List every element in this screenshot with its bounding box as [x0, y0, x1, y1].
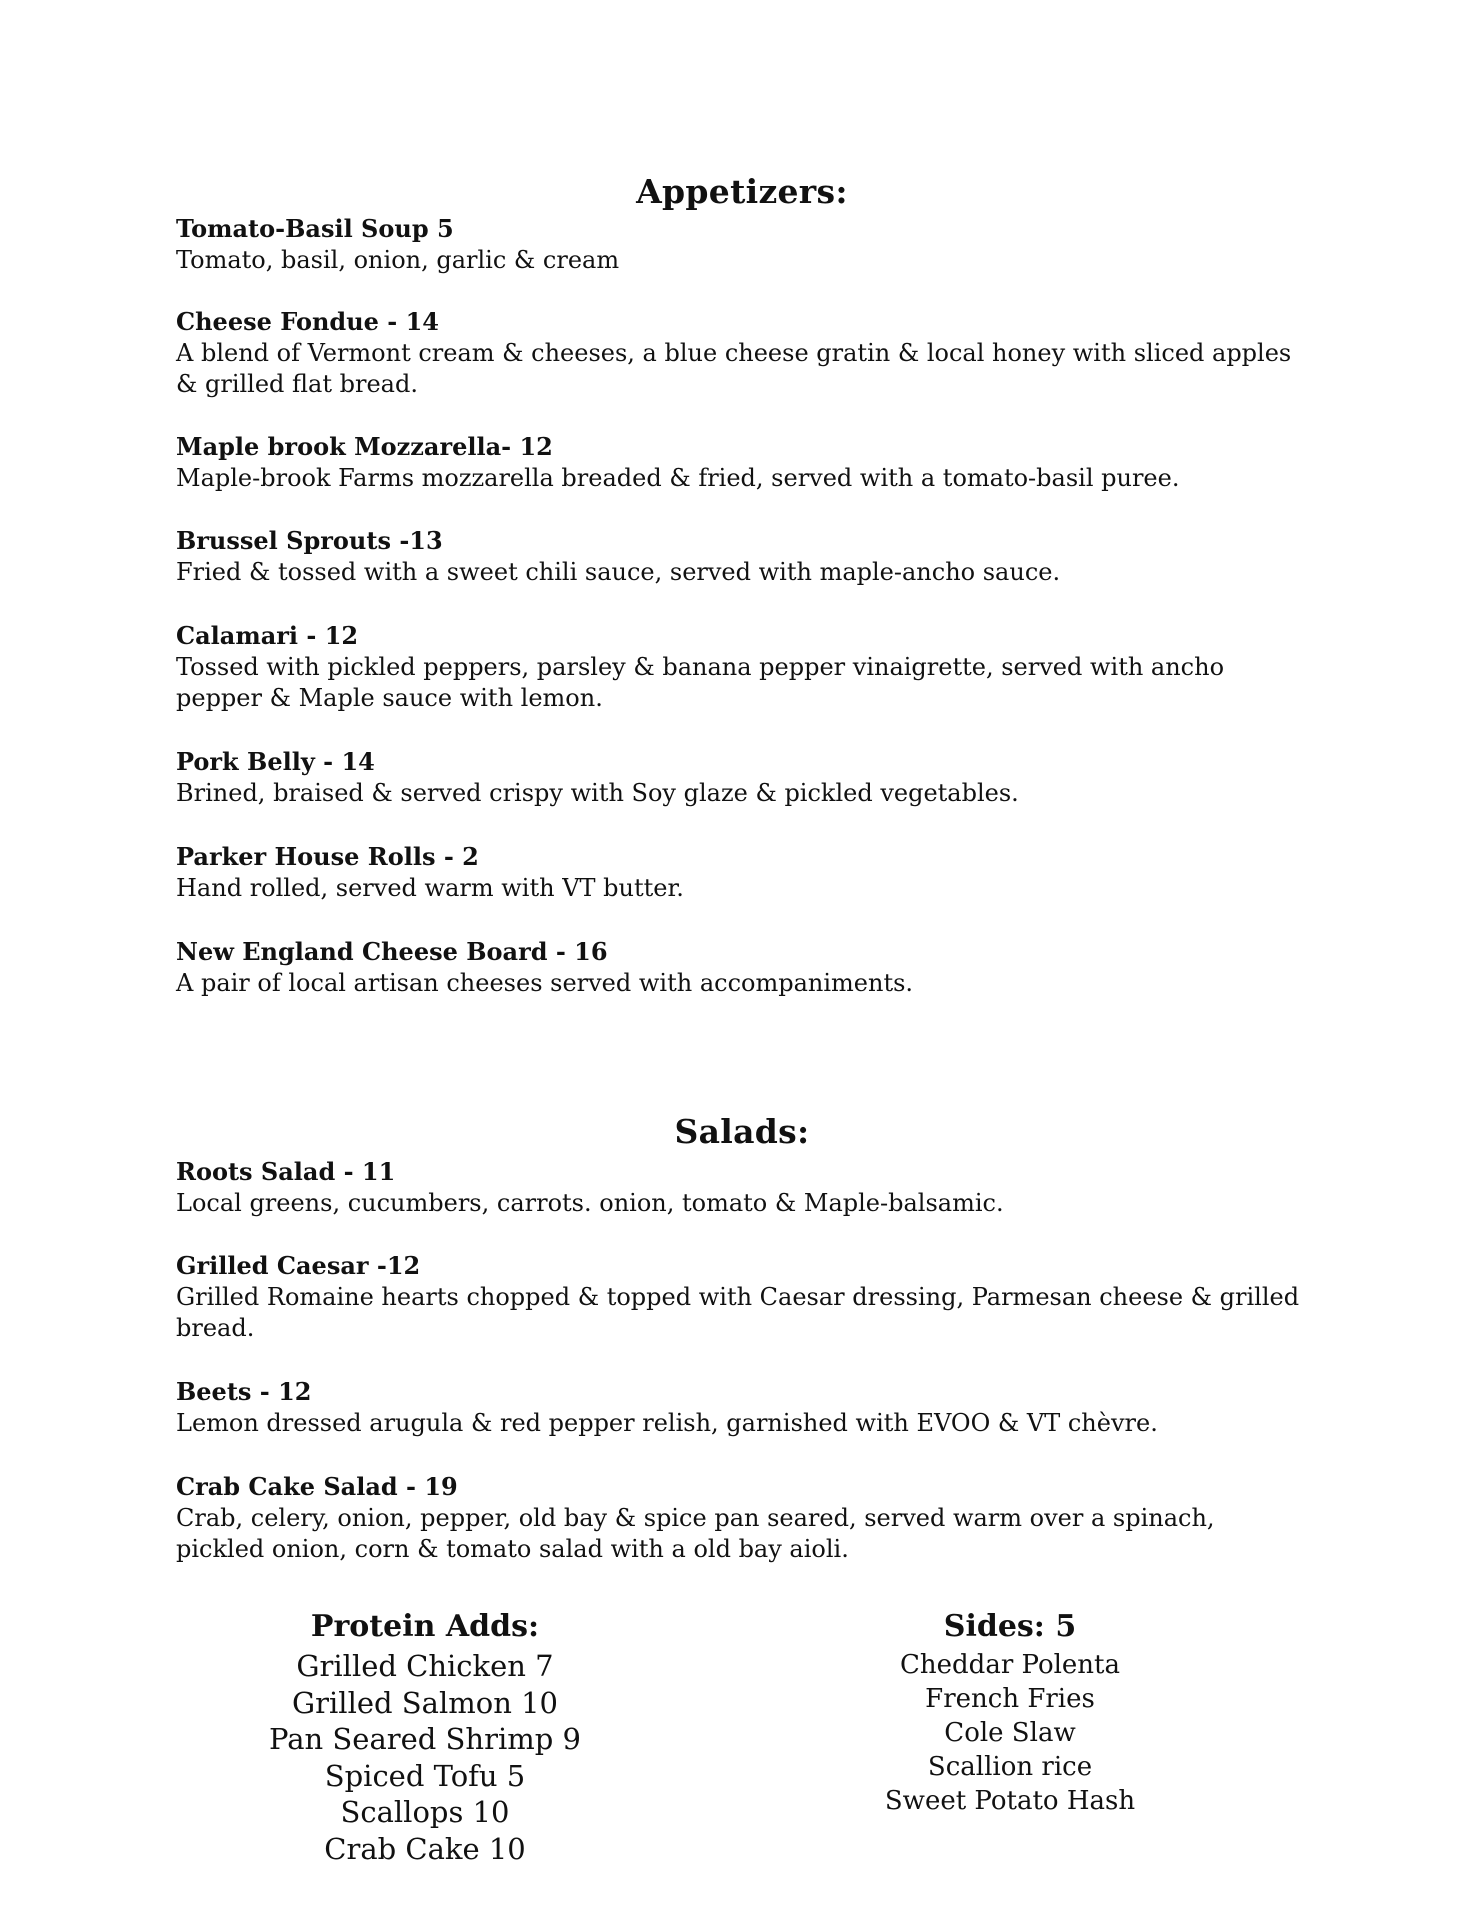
item-name: Tomato-Basil Soup 5	[176, 214, 454, 243]
menu-item	[176, 1250, 1306, 1344]
menu-item	[176, 306, 1306, 400]
item-description: A blend of Vermont cream & cheeses, a blue cheese gratin & local honey with sliced apples & grilled flat bread.	[176, 339, 1292, 398]
item-name: Parker House Rolls - 2	[176, 842, 479, 871]
item-name: Crab Cake Salad - 19	[176, 1472, 458, 1501]
protein-adds-section	[250, 1608, 600, 1867]
item-name: Brussel Sprouts -13	[176, 526, 443, 555]
side-item: Cole Slaw	[944, 1718, 1076, 1748]
item-name: Roots Salad - 11	[176, 1157, 396, 1186]
protein-add-item: Pan Seared Shrimp 9	[269, 1722, 581, 1756]
protein-add-item: Crab Cake 10	[324, 1831, 526, 1866]
protein-add-item: Spiced Tofu 5	[324, 1758, 526, 1793]
protein-add-item: Scallops 10	[340, 1795, 510, 1829]
item-description: Grilled Romaine hearts chopped & topped with Caesar dressing, Parmesan cheese & grilled bread.	[176, 1283, 1300, 1342]
menu-item	[176, 1376, 1306, 1439]
menu-item	[176, 841, 1306, 904]
menu-item	[176, 213, 1306, 276]
side-item: Scallion rice	[927, 1752, 1093, 1782]
item-description: Crab, celery, onion, pepper, old bay & spice pan seared, served warm over a spinach, pickled onion, corn & tomato salad with a old bay aioli.	[176, 1504, 1215, 1563]
item-description: Brined, braised & served crispy with Soy glaze & pickled vegetables.	[176, 779, 1019, 807]
appetizers-heading: Appetizers:	[636, 172, 848, 211]
item-description: Tossed with pickled peppers, parsley & banana pepper vinaigrette, served with ancho pepper & Maple sauce with lemon.	[176, 653, 1225, 712]
menu-item	[176, 620, 1306, 714]
item-description: Maple-brook Farms mozzarella breaded & fried, served with a tomato-basil puree.	[176, 464, 1180, 492]
item-description: Local greens, cucumbers, carrots. onion, tomato & Maple-balsamic.	[176, 1189, 1004, 1217]
item-description: A pair of local artisan cheeses served with accompaniments.	[176, 969, 914, 997]
menu-item	[176, 1471, 1306, 1565]
item-name: New England Cheese Board - 16	[176, 937, 608, 966]
menu-item	[176, 746, 1306, 809]
item-name: Calamari - 12	[176, 621, 359, 650]
item-name: Maple brook Mozzarella- 12	[176, 432, 553, 461]
protein-add-item: Grilled Chicken 7	[296, 1649, 554, 1683]
item-description: Tomato, basil, onion, garlic & cream	[176, 246, 620, 274]
menu-item	[176, 1156, 1306, 1219]
menu-item	[176, 431, 1306, 494]
sides-section	[860, 1608, 1160, 1818]
menu-item	[176, 525, 1306, 588]
protein-adds-heading: Protein Adds:	[310, 1609, 540, 1644]
item-description: Lemon dressed arugula & red pepper relish, garnished with EVOO & VT chèvre.	[176, 1409, 1158, 1437]
item-name: Cheese Fondue - 14	[176, 307, 439, 336]
item-name: Pork Belly - 14	[176, 747, 375, 776]
side-item: French Fries	[925, 1684, 1095, 1714]
item-name: Grilled Caesar -12	[176, 1251, 421, 1280]
salads-heading: Salads:	[674, 1112, 810, 1151]
item-name: Beets - 12	[176, 1377, 312, 1406]
item-description: Fried & tossed with a sweet chili sauce, served with maple-ancho sauce.	[176, 558, 1061, 586]
menu-item	[176, 936, 1306, 999]
sides-heading: Sides: 5	[943, 1609, 1077, 1644]
side-item: Sweet Potato Hash	[884, 1786, 1136, 1816]
side-item: Cheddar Polenta	[900, 1650, 1120, 1680]
protein-add-item: Grilled Salmon 10	[292, 1685, 558, 1720]
item-description: Hand rolled, served warm with VT butter.	[176, 874, 684, 902]
